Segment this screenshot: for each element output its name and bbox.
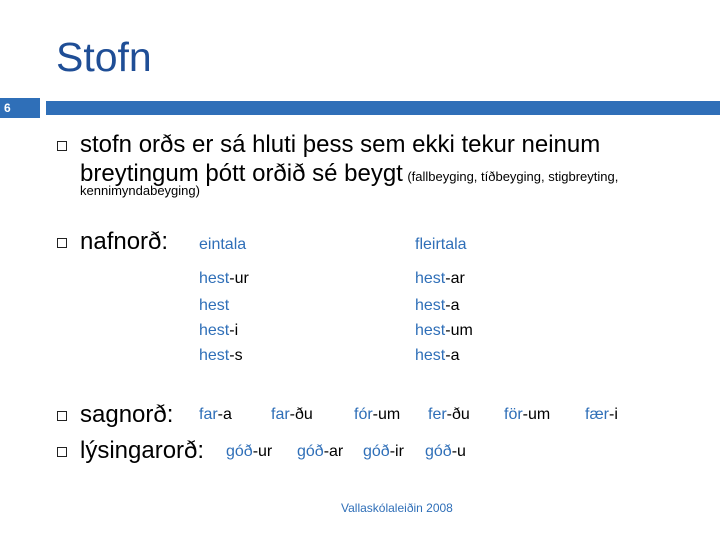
square-bullet-icon <box>57 447 67 457</box>
stem: för <box>504 406 523 423</box>
verb-form-6 <box>585 406 618 424</box>
stem: góð <box>425 443 452 460</box>
stem: hest <box>199 322 230 339</box>
noun-plural-3 <box>415 322 473 340</box>
singular-header: eintala <box>199 236 247 253</box>
noun-singular-2 <box>199 297 229 315</box>
stem: hest <box>199 297 230 314</box>
stem: hest <box>415 347 446 364</box>
ending: -ur <box>229 270 249 287</box>
bullet-1-line-2-text: breytingum þótt orðið sé beygt <box>80 160 403 187</box>
bullet-1-note-1: (fallbeyging, tíðbeyging, stigbreyting, <box>407 169 619 184</box>
square-bullet-icon <box>57 141 67 151</box>
bullet-1-line-1: stofn orðs er sá hluti þess sem ekki tekur neinum <box>80 131 601 158</box>
verb-form-1 <box>199 406 232 424</box>
ending: -a <box>217 406 232 423</box>
bullet-1-note-2: kennimyndabeyging) <box>80 183 200 198</box>
stem: góð <box>226 443 253 460</box>
stem: góð <box>363 443 390 460</box>
stem: hest <box>415 322 446 339</box>
adjective-form-4 <box>425 443 466 461</box>
verb-form-4 <box>428 406 470 424</box>
ending: -i <box>609 406 618 423</box>
stem: hest <box>199 347 230 364</box>
adjective-form-3 <box>363 443 404 461</box>
adjective-label: lýsingarorð: <box>80 437 205 464</box>
ending: -ðu <box>289 406 313 423</box>
ending: -ur <box>252 443 273 460</box>
noun-plural-1 <box>415 270 465 288</box>
slide-number-box <box>0 98 40 118</box>
stem: hest <box>415 297 446 314</box>
noun-plural-2 <box>415 297 459 315</box>
ending: -u <box>451 443 466 460</box>
noun-label: nafnorð: <box>80 228 169 255</box>
noun-plural-4 <box>415 347 459 365</box>
verb-form-5 <box>504 406 550 424</box>
noun-singular-3 <box>199 322 238 340</box>
ending: -ir <box>389 443 404 460</box>
slide-number: 6 <box>4 101 11 115</box>
adjective-form-2 <box>297 443 343 461</box>
stem: far <box>271 406 290 423</box>
ending: -ar <box>323 443 344 460</box>
ending: -a <box>445 297 460 314</box>
square-bullet-icon <box>57 411 67 421</box>
verb-form-2 <box>271 406 313 424</box>
ending: -s <box>229 347 243 364</box>
noun-singular-4 <box>199 347 243 365</box>
header-rule <box>46 101 720 115</box>
stem: góð <box>297 443 324 460</box>
plural-header: fleirtala <box>415 236 467 253</box>
stem: hest <box>199 270 230 287</box>
ending: -ar <box>445 270 465 287</box>
stem: fer <box>428 406 447 423</box>
square-bullet-icon <box>57 238 67 248</box>
stem: far <box>199 406 218 423</box>
noun-singular-1 <box>199 270 249 288</box>
stem: fær <box>585 406 609 423</box>
ending: -i <box>229 322 239 339</box>
ending: -a <box>445 347 460 364</box>
adjective-form-1 <box>226 443 272 461</box>
footer-text: Vallaskólaleiðin 2008 <box>341 501 453 515</box>
stem: fór <box>354 406 373 423</box>
verb-label: sagnorð: <box>80 401 174 428</box>
stem: hest <box>415 270 446 287</box>
ending: -um <box>445 322 473 339</box>
verb-form-3 <box>354 406 400 424</box>
slide-title: Stofn <box>56 34 152 80</box>
ending: -um <box>522 406 551 423</box>
ending: -um <box>372 406 401 423</box>
ending: -ðu <box>446 406 470 423</box>
